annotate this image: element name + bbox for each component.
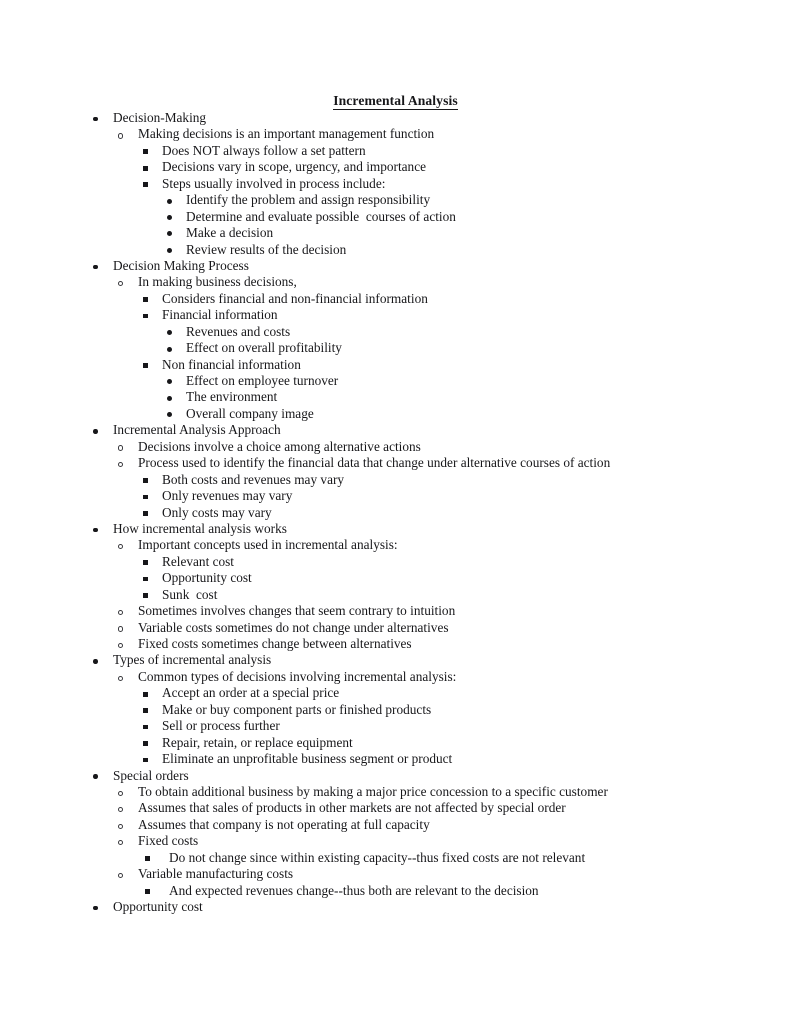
bullet-circle-icon [118, 676, 123, 681]
outline-item-label: The environment [186, 389, 278, 405]
bullet-square-icon [145, 856, 150, 861]
outline-item [0, 636, 791, 652]
bullet-square-icon [143, 593, 148, 598]
bullet-disc-icon [167, 248, 172, 253]
outline-item [0, 718, 791, 734]
bullet-square-icon [145, 889, 150, 894]
outline-item-label: Do not change since within existing capacity--thus fixed costs are not relevant [169, 849, 586, 865]
outline-item-label: Eliminate an unprofitable business segment or product [162, 751, 453, 767]
outline-item [0, 242, 791, 258]
outline-item [0, 373, 791, 389]
bullet-disc-icon [167, 199, 172, 204]
outline-item [0, 702, 791, 718]
outline-item-label: Make or buy component parts or finished products [162, 701, 432, 717]
bullet-disc-icon [93, 117, 98, 122]
outline-item-label: Sunk cost [162, 586, 218, 602]
outline-item-label: Important concepts used in incremental analysis: [138, 537, 398, 553]
bullet-square-icon [143, 363, 148, 368]
outline-item [0, 652, 791, 668]
outline-item [0, 883, 791, 899]
bullet-disc-icon [93, 528, 98, 533]
outline-item [0, 784, 791, 800]
outline-list [0, 110, 791, 915]
page-title [0, 93, 791, 109]
outline-item-label: Decisions vary in scope, urgency, and importance [162, 159, 427, 175]
bullet-circle-icon [118, 791, 123, 796]
outline-item [0, 751, 791, 767]
outline-item-label: Process used to identify the financial data that change under alternative courses of action [138, 455, 611, 471]
bullet-circle-icon [118, 281, 123, 286]
outline-item [0, 192, 791, 208]
outline-item-label: Variable costs sometimes do not change under alternatives [138, 619, 449, 635]
outline-item [0, 537, 791, 553]
outline-item [0, 833, 791, 849]
bullet-disc-icon [93, 265, 98, 270]
bullet-circle-icon [118, 824, 123, 829]
bullet-square-icon [143, 725, 148, 730]
outline-item-label: Relevant cost [162, 553, 235, 569]
bullet-square-icon [143, 708, 148, 713]
outline-item [0, 274, 791, 290]
bullet-circle-icon [118, 643, 123, 648]
outline-item [0, 488, 791, 504]
outline-item-label: Assumes that sales of products in other markets are not affected by special order [138, 800, 566, 816]
outline-item [0, 340, 791, 356]
bullet-circle-icon [118, 626, 123, 631]
outline-item [0, 324, 791, 340]
bullet-square-icon [143, 511, 148, 516]
outline-item [0, 817, 791, 833]
outline-item-label: Decision-Making [113, 110, 207, 125]
bullet-disc-icon [167, 379, 172, 384]
outline-item-label: Effect on overall profitability [186, 340, 342, 356]
outline-item [0, 209, 791, 225]
outline-item-label: Review results of the decision [186, 241, 347, 257]
outline-item [0, 357, 791, 373]
outline-item-label: Assumes that company is not operating at full capacity [138, 816, 430, 832]
outline-item [0, 587, 791, 603]
outline-item-label: Both costs and revenues may vary [162, 471, 345, 487]
bullet-circle-icon [118, 544, 123, 549]
outline-item-label: Financial information [162, 307, 278, 323]
outline-item [0, 850, 791, 866]
bullet-circle-icon [118, 462, 123, 467]
bullet-square-icon [143, 149, 148, 154]
bullet-circle-icon [118, 873, 123, 878]
bullet-circle-icon [118, 133, 123, 138]
outline-item [0, 735, 791, 751]
outline-item-label: Variable manufacturing costs [138, 866, 294, 882]
outline-item [0, 225, 791, 241]
bullet-disc-icon [167, 330, 172, 335]
bullet-square-icon [143, 314, 148, 319]
outline-item [0, 800, 791, 816]
outline-item [0, 291, 791, 307]
outline-item [0, 669, 791, 685]
bullet-square-icon [143, 495, 148, 500]
outline-item-label: Sometimes involves changes that seem contrary to intuition [138, 603, 456, 619]
outline-item-label: Making decisions is an important management function [138, 126, 435, 142]
bullet-disc-icon [167, 412, 172, 417]
outline-item [0, 620, 791, 636]
outline-item-label: Considers financial and non-financial information [162, 290, 428, 306]
bullet-circle-icon [118, 840, 123, 845]
bullet-circle-icon [118, 610, 123, 615]
outline-item [0, 389, 791, 405]
bullet-square-icon [143, 166, 148, 171]
bullet-circle-icon [118, 807, 123, 812]
bullet-disc-icon [93, 906, 98, 911]
outline-item [0, 899, 791, 915]
outline-item [0, 866, 791, 882]
outline-item-label: Steps usually involved in process include: [162, 175, 386, 191]
outline-item-label: And expected revenues change--thus both are relevant to the decision [169, 882, 539, 898]
bullet-disc-icon [167, 347, 172, 352]
outline-item-label: Only revenues may vary [162, 488, 293, 504]
bullet-circle-icon [118, 445, 123, 450]
bullet-square-icon [143, 692, 148, 697]
bullet-square-icon [143, 758, 148, 763]
outline-item [0, 455, 791, 471]
outline-item-label: Fixed costs sometimes change between alternatives [138, 636, 412, 651]
outline-item-label: Decisions involve a choice among alternative actions [138, 438, 421, 454]
bullet-disc-icon [93, 429, 98, 434]
outline-item [0, 126, 791, 142]
outline-item-label: Determine and evaluate possible courses of action [186, 208, 456, 224]
outline-item [0, 258, 791, 274]
outline-item-label: Common types of decisions involving incremental analysis: [138, 668, 457, 684]
outline-item [0, 307, 791, 323]
outline-item-label: Repair, retain, or replace equipment [162, 734, 353, 750]
outline-item [0, 554, 791, 570]
outline-item [0, 768, 791, 784]
outline-item-label: Does NOT always follow a set pattern [162, 142, 366, 158]
outline-item-label: Special orders [113, 767, 189, 783]
bullet-square-icon [143, 741, 148, 746]
outline-item [0, 422, 791, 438]
bullet-square-icon [143, 577, 148, 582]
bullet-disc-icon [93, 659, 98, 664]
outline-item [0, 570, 791, 586]
outline-item-label: To obtain additional business by making a major price concession to a specific customer [138, 783, 608, 799]
outline-item [0, 603, 791, 619]
outline-item [0, 439, 791, 455]
outline-item [0, 685, 791, 701]
outline-item-label: Incremental Analysis Approach [113, 422, 281, 438]
outline-item [0, 110, 791, 126]
outline-item-label: Sell or process further [162, 718, 280, 734]
outline-item-label: Accept an order at a special price [162, 685, 340, 701]
bullet-disc-icon [167, 231, 172, 236]
outline-item-label: Revenues and costs [186, 323, 291, 339]
bullet-disc-icon [167, 215, 172, 220]
outline-item-label: Only costs may vary [162, 504, 272, 520]
bullet-square-icon [143, 560, 148, 565]
outline-item-label: Effect on employee turnover [186, 373, 339, 388]
bullet-disc-icon [93, 774, 98, 779]
outline-item-label: Make a decision [186, 225, 274, 241]
outline-item-label: Opportunity cost [113, 899, 203, 914]
bullet-square-icon [143, 182, 148, 187]
outline-item [0, 406, 791, 422]
outline-item [0, 505, 791, 521]
outline-item [0, 143, 791, 159]
outline-item-label: In making business decisions, [138, 274, 297, 290]
outline-item-label: Non financial information [162, 356, 301, 372]
bullet-square-icon [143, 478, 148, 483]
bullet-square-icon [143, 297, 148, 302]
outline-item-label: Opportunity cost [162, 570, 252, 586]
outline-item-label: Overall company image [186, 405, 314, 421]
outline-item-label: How incremental analysis works [113, 520, 287, 536]
page-title-text: Incremental Analysis [333, 93, 458, 108]
outline-item [0, 159, 791, 175]
outline-item [0, 521, 791, 537]
outline-item [0, 176, 791, 192]
outline-item-label: Types of incremental analysis [113, 652, 272, 668]
outline-item-label: Decision Making Process [113, 257, 249, 273]
outline-item-label: Fixed costs [138, 833, 199, 849]
bullet-disc-icon [167, 396, 172, 401]
outline-item [0, 472, 791, 488]
outline-item-label: Identify the problem and assign responsibility [186, 192, 431, 208]
